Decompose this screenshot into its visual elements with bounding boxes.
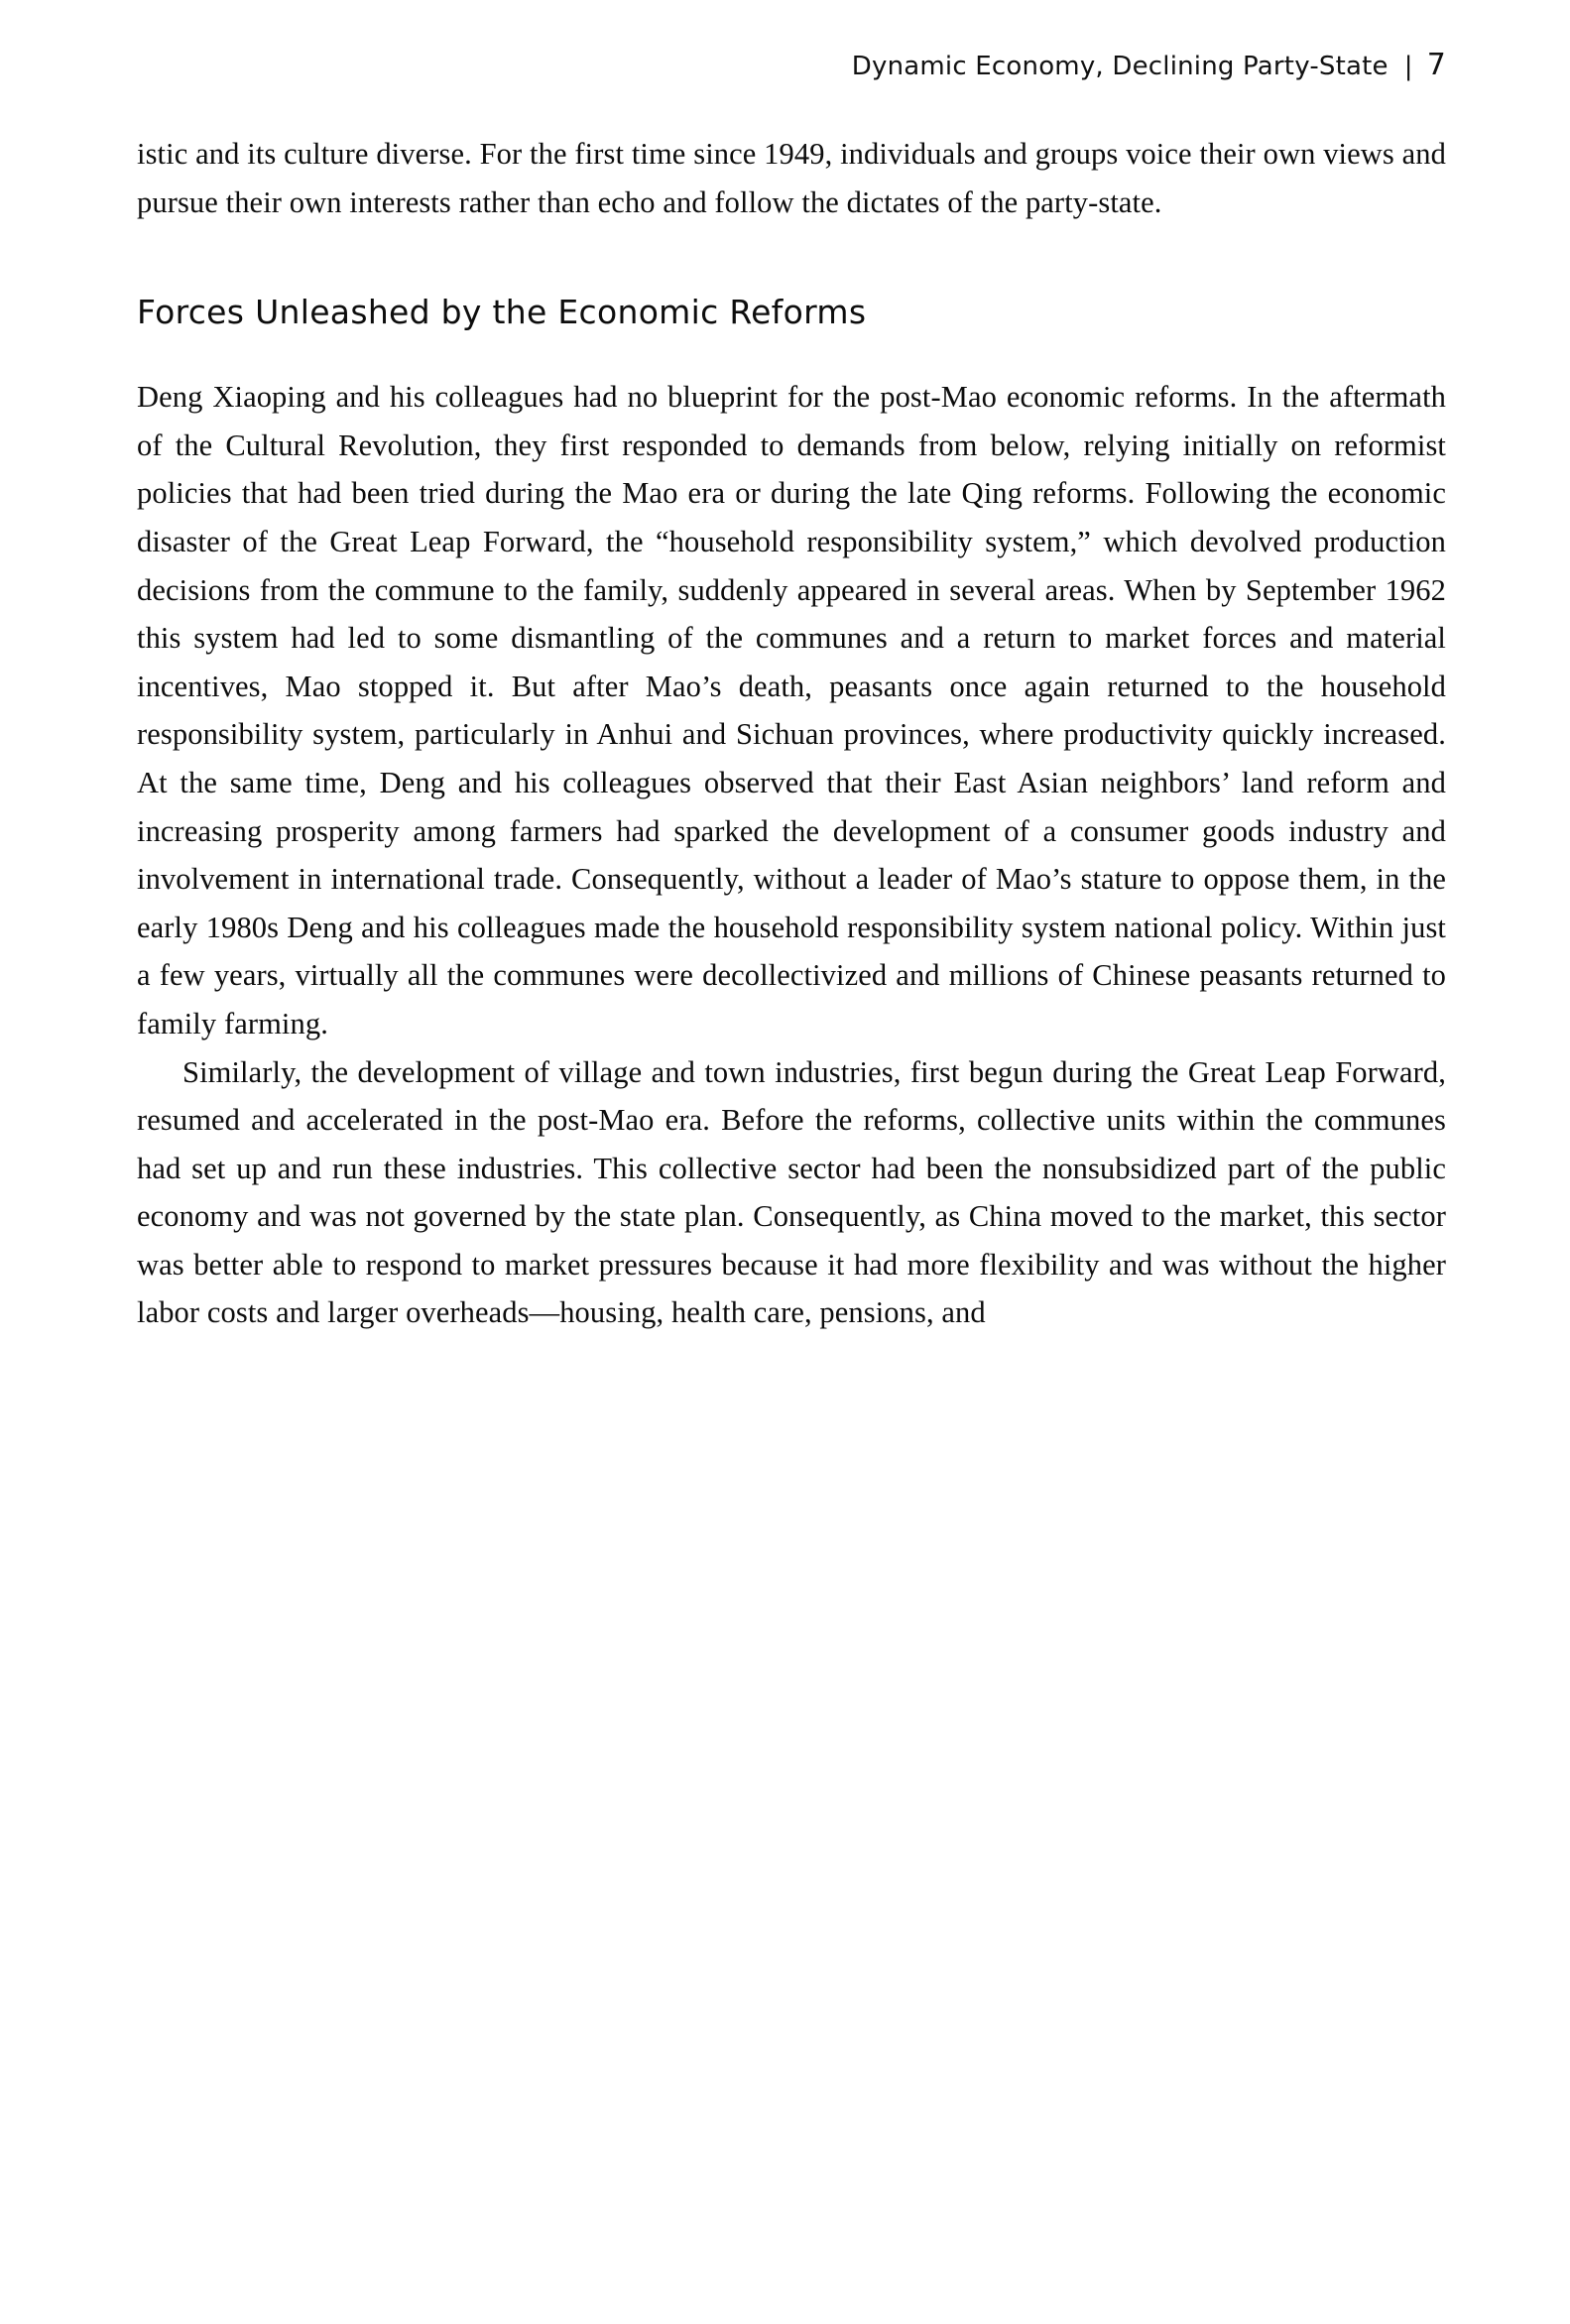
paragraph-village-industries: Similarly, the development of village and town industries, first begun during the Great Leap Forward, resumed and accelerated in the post-Mao era. Before the reforms, collective units within the communes had set up and run these industries. This collective sector had been the nonsubsidized part of the public economy and was not governed by the state plan. Consequently, as China moved to the market, this sector was better able to respond to market pressures because it had more flexibility and was without the higher labor costs and larger overheads—housing, health care, pensions, and [137, 1054, 1446, 1330]
page-number: 7 [1426, 48, 1446, 82]
page-content [137, 48, 1446, 1337]
section-heading: Forces Unleashed by the Economic Reforms [137, 293, 867, 332]
paragraph-continued: istic and its culture diverse. For the first time since 1949, individuals and groups voice their own views and pursue their own interests rather than echo and follow the dictates of the party-state. [137, 137, 1446, 219]
paragraph-economic-reforms: Deng Xiaoping and his colleagues had no blueprint for the post-Mao economic reforms. In the aftermath of the Cultural Revolution, they first responded to demands from below, relying initially on reformist policies that had been tried during the Mao era or during the late Qing reforms. Following the economic disaster of the Great Leap Forward, the “household responsibility system,” which devolved production decisions from the commune to the family, suddenly appeared in several areas. When by September 1962 this system had led to some dismantling of the communes and a return to market forces and material incentives, Mao stopped it. But after Mao’s death, peasants once again returned to the household responsibility system, particularly in Anhui and Sichuan provinces, where productivity quickly increased. At the same time, Deng and his colleagues observed that their East Asian neighbors’ land reform and increasing prosperity among farmers had sparked the development of a consumer goods industry and involvement in international trade. Consequently, without a leader of Mao’s stature to oppose them, in the early 1980s Deng and his colleagues made the household responsibility system national policy. Within just a few years, virtually all the communes were decollectivized and millions of Chinese peasants returned to family farming. [137, 380, 1446, 1040]
running-head [137, 48, 1446, 82]
running-head-separator: | [1403, 52, 1413, 81]
running-head-title: Dynamic Economy, Declining Party-State [851, 52, 1389, 81]
